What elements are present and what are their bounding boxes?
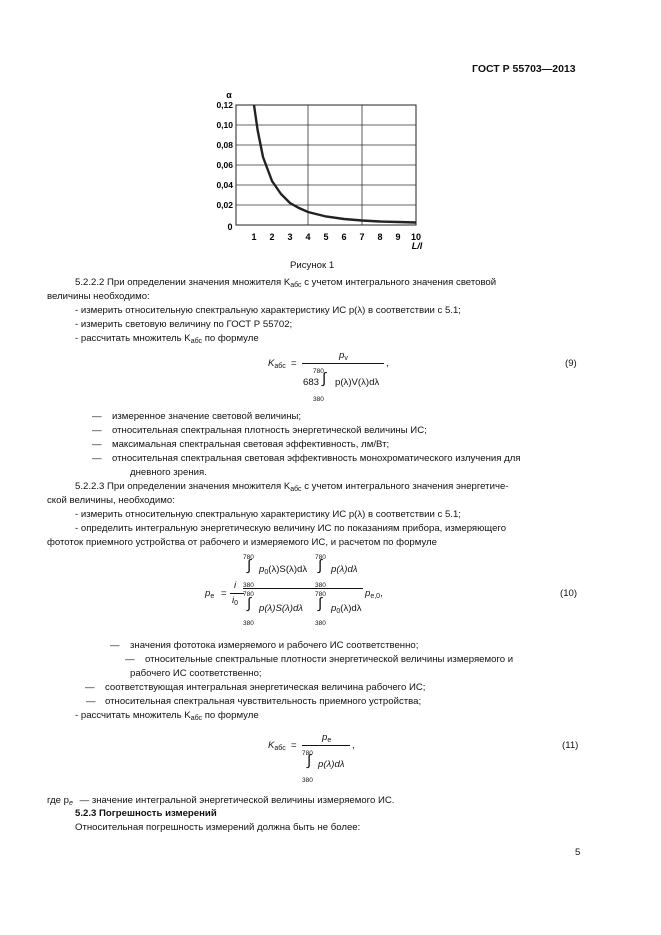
- definition-dash: —: [85, 682, 95, 693]
- paragraph-5-2-2-3: 5.2.2.3 При определении значения множителя $K_{абс}$ с учетом интегрального значения энергетиче-: [75, 481, 509, 493]
- y-tick-label: 0,12: [216, 100, 233, 110]
- x-tick-label: 5: [323, 232, 329, 242]
- x-tick-label: 7: [359, 232, 365, 242]
- bullet-item: - измерить относительную спектральную характеристику ИС p(λ) в соответствии с 5.1;: [75, 305, 461, 316]
- chart-grid: [236, 105, 416, 225]
- x-axis-label: L/l: [411, 241, 423, 251]
- definition-continuation: рабочего ИС соответственно;: [130, 668, 262, 679]
- section-heading: 5.2.3 Погрешность измерений: [75, 808, 217, 819]
- definition-dash: —: [110, 640, 120, 651]
- x-tick-label: 0: [227, 222, 233, 232]
- page-number: 5: [575, 847, 581, 858]
- y-tick-label: 0,10: [216, 120, 233, 130]
- y-tick-label: 0,06: [216, 160, 233, 170]
- x-tick-label: 4: [305, 232, 311, 242]
- definition-dash: —: [92, 439, 102, 450]
- chart: [190, 80, 450, 260]
- paragraph-line: ской величины, необходимо:: [47, 495, 175, 506]
- document-id: ГОСТ Р 55703—2013: [472, 63, 576, 75]
- bullet-item: - рассчитать множитель $K_{абс}$ по формуле: [75, 333, 259, 345]
- definition-dash: —: [92, 411, 102, 422]
- x-tick-label: 1: [251, 232, 257, 242]
- definition-text: соответствующая интегральная энергетическая величина рабочего ИС;: [105, 682, 426, 693]
- definition-text: значения фототока измеряемого и рабочего ИС соответственно;: [130, 640, 419, 651]
- definition-text: максимальная спектральная световая эффективность, лм/Вт;: [112, 439, 390, 450]
- bullet-item: - измерить световую величину по ГОСТ Р 55702;: [75, 319, 293, 330]
- bullet-item: - рассчитать множитель $K_{абс}$ по формуле: [75, 710, 259, 722]
- definition-dash: —: [92, 425, 102, 436]
- y-tick-label: 0,08: [216, 140, 233, 150]
- definition-dash: —: [86, 696, 96, 707]
- definition-dash: —: [92, 453, 102, 464]
- paragraph-line: Относительная погрешность измерений должна быть не более:: [75, 822, 361, 833]
- definition-text: относительные спектральные плотности энергетической величины измеряемого и: [145, 654, 514, 665]
- definition-item: где $p_e$ — значение интегральной энергетической величины измеряемого ИС.: [47, 795, 395, 807]
- paragraph-line: величины необходимо:: [47, 291, 150, 302]
- chart-ticks: [216, 90, 422, 251]
- y-tick-label: 0,04: [216, 180, 233, 190]
- bullet-item: - определить интегральную энергетическую величину ИС по показаниям прибора, измеряющего: [75, 523, 507, 534]
- figure-caption: Рисунок 1: [290, 260, 335, 271]
- definition-dash: —: [125, 654, 135, 665]
- definition-continuation: дневного зрения.: [130, 467, 207, 478]
- x-tick-label: 3: [287, 232, 293, 242]
- x-tick-label: 6: [341, 232, 347, 242]
- paragraph-5-2-2-2: 5.2.2.2 При определении значения множителя $K_{абс}$ с учетом интегрального значения световой: [75, 277, 497, 289]
- x-tick-label: 2: [269, 232, 275, 242]
- paragraph-line: фототок приемного устройства от рабочего и измеряемого ИС, и расчетом по формуле: [47, 537, 437, 548]
- x-tick-label: 10: [410, 232, 422, 242]
- definition-text: относительная спектральная плотность энергетической величины ИС;: [112, 425, 427, 436]
- bullet-item: - измерить относительную спектральную характеристику ИС p(λ) в соответствии с 5.1;: [75, 509, 461, 520]
- y-tick-label: 0,02: [216, 200, 233, 210]
- definition-text: измеренное значение световой величины;: [112, 411, 302, 422]
- definition-text: относительная спектральная световая эффективность монохроматического излучения для: [112, 453, 521, 464]
- y-axis-label: α: [226, 90, 232, 100]
- x-tick-label: 9: [395, 232, 401, 242]
- definition-text: относительная спектральная чувствительность приемного устройства;: [105, 696, 422, 707]
- x-tick-label: 8: [377, 232, 383, 242]
